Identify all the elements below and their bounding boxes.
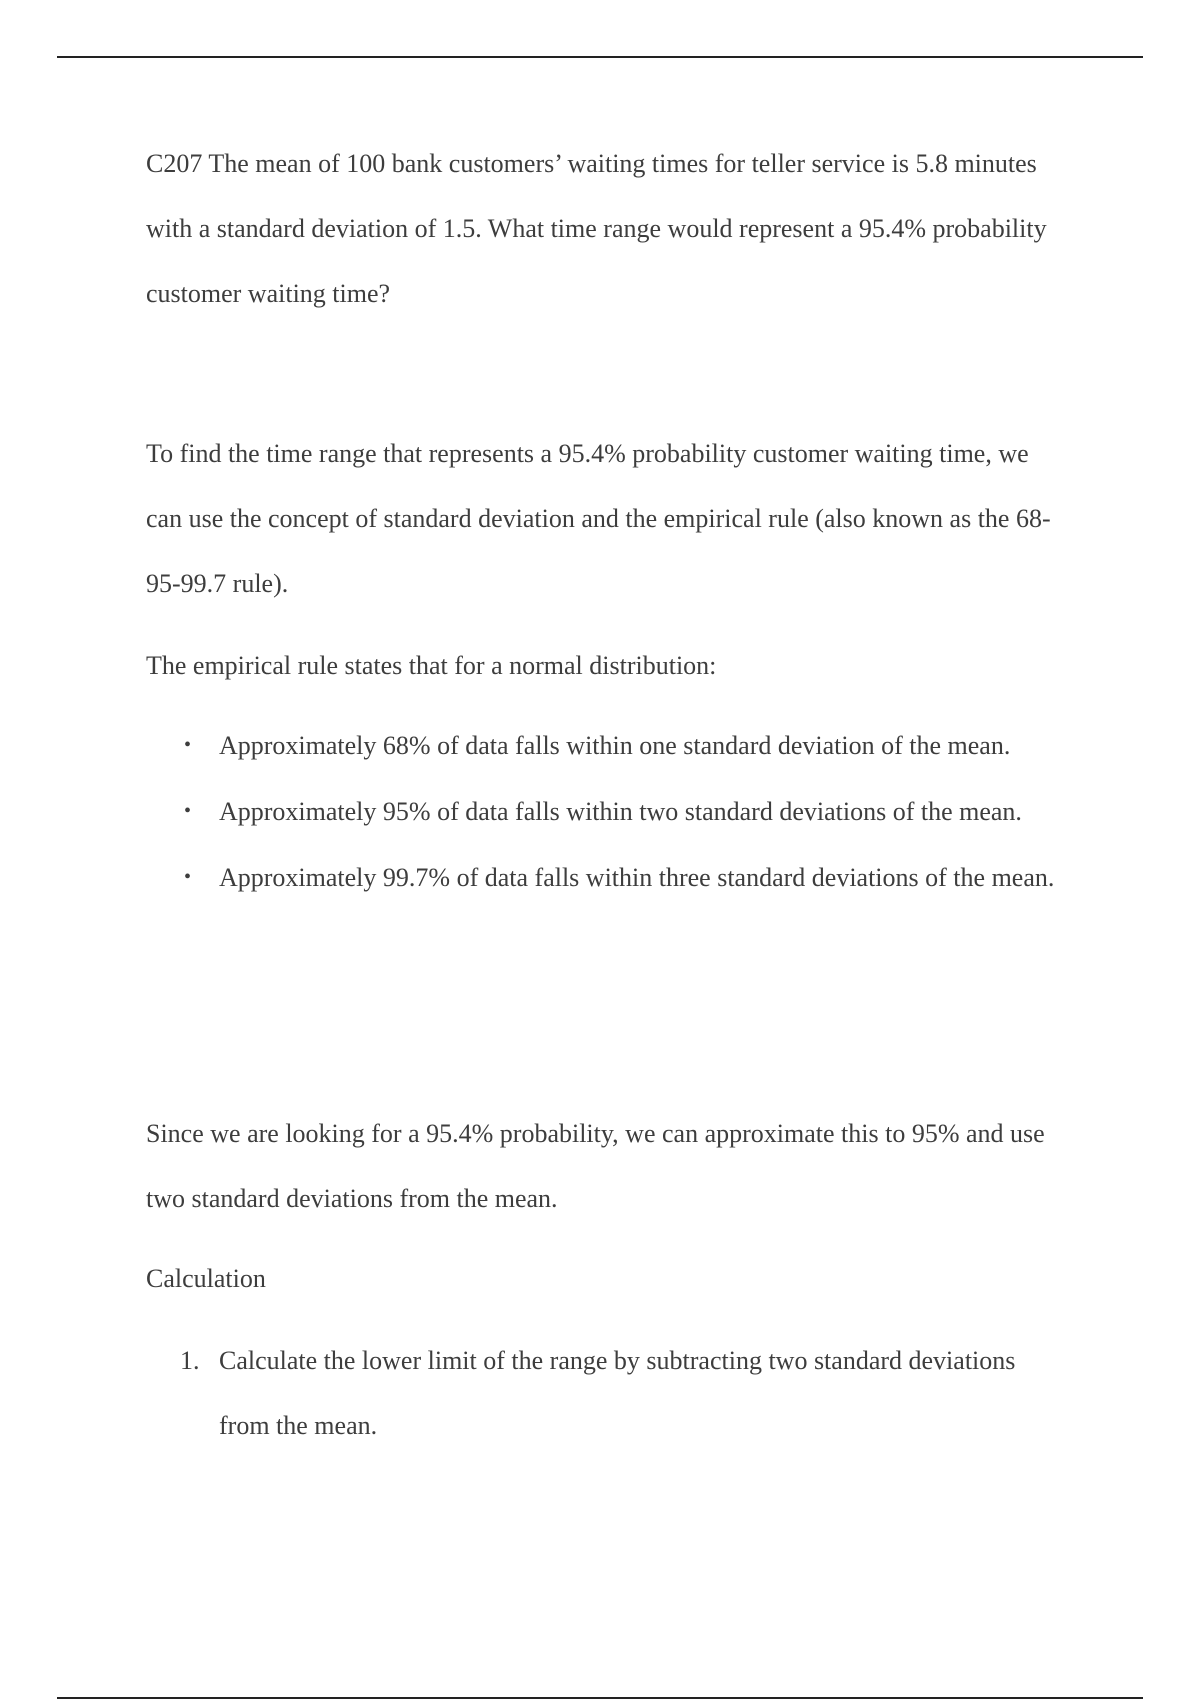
bottom-rule bbox=[57, 1697, 1143, 1699]
list-item bbox=[146, 779, 1066, 844]
empirical-rule-statement: The empirical rule states that for a normal distribution: bbox=[146, 651, 717, 680]
list-item bbox=[146, 713, 1066, 778]
intro-paragraph: To find the time range that represents a 95.4% probability customer waiting time, we can use the concept of standard deviation and the empirical rule (also known as the 68-95-99.7 rule). bbox=[146, 439, 1051, 598]
list-item-text: Approximately 68% of data falls within one standard deviation of the mean. bbox=[219, 731, 1011, 760]
calculation-heading: Calculation bbox=[146, 1264, 266, 1293]
bullet-icon: • bbox=[184, 866, 192, 888]
calculation-steps bbox=[146, 1328, 1066, 1458]
approximation-paragraph: Since we are looking for a 95.4% probability, we can approximate this to 95% and use two standard deviations from the mean. bbox=[146, 1119, 1045, 1213]
list-item-text: Approximately 99.7% of data falls within three standard deviations of the mean. bbox=[219, 863, 1055, 892]
list-item bbox=[146, 1328, 1066, 1458]
top-rule bbox=[57, 56, 1143, 58]
list-item-text: Approximately 95% of data falls within two standard deviations of the mean. bbox=[219, 797, 1022, 826]
list-item-text: Calculate the lower limit of the range by subtracting two standard deviations from the mean. bbox=[219, 1346, 1016, 1440]
bullet-icon: • bbox=[184, 800, 192, 822]
bullet-icon: • bbox=[184, 734, 192, 756]
list-item bbox=[146, 845, 1066, 910]
step-number: 1. bbox=[180, 1346, 200, 1375]
empirical-rule-list bbox=[146, 713, 1066, 910]
question-paragraph: C207 The mean of 100 bank customers’ waiting times for teller service is 5.8 minutes with a standard deviation of 1.5. What time range would represent a 95.4% probability customer waiting time? bbox=[146, 149, 1047, 308]
